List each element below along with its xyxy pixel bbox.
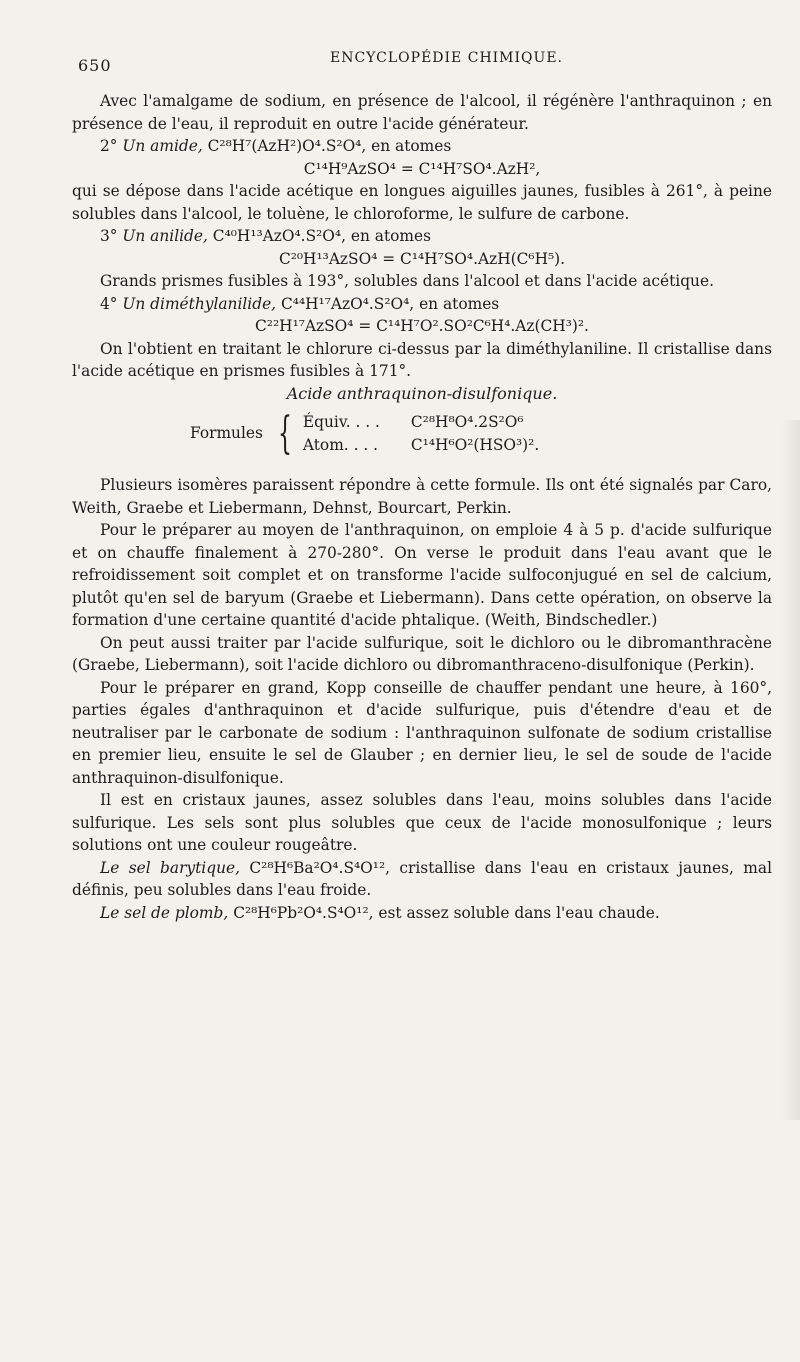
formules-block — [190, 407, 772, 459]
sel-barytique-name: Le sel barytique, — [100, 858, 240, 877]
formules-equiv-label: Équiv. . . . — [302, 413, 380, 431]
formules-row-atom — [303, 434, 539, 457]
sel-plomb-name: Le sel de plomb, — [100, 903, 229, 922]
amide-formula-equiv: C²⁸H⁷(AzH²)O⁴.S²O⁴, en atomes — [207, 137, 452, 155]
brace-icon: { — [277, 407, 292, 459]
dimethylanilide-name: Un diméthylanilide, — [122, 294, 277, 313]
running-title: ENCYCLOPÉDIE CHIMIQUE. — [330, 50, 563, 66]
paragraph-dichloro: On peut aussi traiter par l'acide sulfurique, soit le dichloro ou le dibromanthracène (Graebe, Liebermann), soit l'acide dichloro ou dibromanthraceno-disulfonique (Perkin). — [72, 633, 772, 674]
anilide-formula-atom: C²⁰H¹³AzSO⁴ = C¹⁴H⁷SO⁴.AzH(C⁶H⁵). — [278, 249, 566, 268]
page-body — [72, 90, 772, 924]
page-edge-shadow — [782, 420, 800, 1120]
paragraph-kopp: Pour le préparer en grand, Kopp conseille de chauffer pendant une heure, à 160°, parties égales d'anthraquinon et d'acide sulfurique, puis d'étendre d'eau et de neutraliser par le carbonate de sodium : l'anthraquinon sulfonate de sodium cristallise en premier lieu, ensuite le sel de Glauber ; en dernier lieu, le sel de soude de l'acide anthraquinon-disulfonique. — [72, 678, 772, 787]
paragraph-dimethylanilide-description: On l'obtient en traitant le chlorure ci-dessus par la diméthylaniline. Il cristallise dans l'acide acétique en prismes fusibles à 171°. — [72, 339, 772, 380]
dimethylanilide-formula-atom: C²²H¹⁷AzSO⁴ = C¹⁴H⁷O².SO²C⁶H⁴.Az(CH³)². — [255, 317, 589, 335]
page-number: 650 — [78, 56, 112, 75]
sel-barytique-text: C²⁸H⁶Ba²O⁴.S⁴O¹², cristallise dans l'eau en cristaux jaunes, mal définis, peu solubles dans l'eau froide. — [72, 858, 772, 899]
formules-rows — [303, 411, 539, 456]
dimethylanilide-heading — [72, 293, 772, 316]
amide-formula-atom: C¹⁴H⁹AzSO⁴ = C¹⁴H⁷SO⁴.AzH², — [303, 159, 541, 178]
section-title: Acide anthraquinon-disulfonique. — [286, 383, 558, 403]
paragraph-isomeres: Plusieurs isomères paraissent répondre à cette formule. Ils ont été signalés par Caro, Weith, Graebe et Liebermann, Dehnst, Bourcart, Perkin. — [72, 476, 772, 517]
paragraph-cristaux: Il est en cristaux jaunes, assez solubles dans l'eau, moins solubles dans l'acide sulfurique. Les sels sont plus solubles que ceux de l'acide monosulfonique ; leurs solutions ont une couleur rougeâtre. — [72, 791, 772, 854]
amide-number: 2° — [100, 137, 118, 155]
amide-name: Un amide, — [122, 137, 203, 155]
formules-atom-label: Atom. . . . — [302, 435, 379, 454]
dimethylanilide-formula-equiv: C⁴⁴H¹⁷AzO⁴.S²O⁴, en atomes — [281, 294, 500, 313]
anilide-heading — [72, 225, 772, 248]
anilide-formula-equiv: C⁴⁰H¹³AzO⁴.S²O⁴, en atomes — [212, 227, 432, 245]
anilide-name: Un anilide, — [122, 227, 208, 245]
formules-label: Formules — [190, 424, 263, 443]
sel-plomb-text: C²⁸H⁶Pb²O⁴.S⁴O¹², est assez soluble dans l'eau chaude. — [233, 903, 660, 922]
paragraph-preparation: Pour le préparer au moyen de l'anthraquinon, on emploie 4 à 5 p. d'acide sulfurique et on chauffe finalement à 270-280°. On verse le produit dans l'eau avant que le refroidissement soit complet et on transforme l'acide sulfoconjugué en sel de calcium, plutôt qu'en sel de baryum (Graebe et Liebermann). Dans cette opération, on observe la formation d'une certaine quantité d'acide phtalique. (Weith, Bindschedler.) — [72, 521, 772, 629]
paragraph-sel-plomb — [72, 902, 772, 925]
page-header — [72, 50, 772, 90]
dimethylanilide-number: 4° — [100, 294, 118, 313]
formules-atom-value: C¹⁴H⁶O²(HSO³)². — [410, 435, 540, 454]
paragraph-anilide-description: Grands prismes fusibles à 193°, solubles dans l'alcool et dans l'acide acétique. — [100, 272, 714, 290]
amide-heading — [72, 135, 772, 158]
paragraph-amalgame: Avec l'amalgame de sodium, en présence de l'alcool, il régénère l'anthraquinon ; en présence de l'eau, il reproduit en outre l'acide générateur. — [72, 92, 772, 133]
paragraph-amide-description: qui se dépose dans l'acide acétique en longues aiguilles jaunes, fusibles à 261°, à peine solubles dans l'alcool, le toluène, le chloroforme, le sulfure de carbone. — [72, 182, 772, 223]
formules-row-equiv — [303, 411, 539, 434]
paragraph-sel-barytique — [72, 857, 772, 902]
anilide-number: 3° — [100, 227, 118, 245]
formules-equiv-value: C²⁸H⁸O⁴.2S²O⁶ — [410, 413, 524, 431]
